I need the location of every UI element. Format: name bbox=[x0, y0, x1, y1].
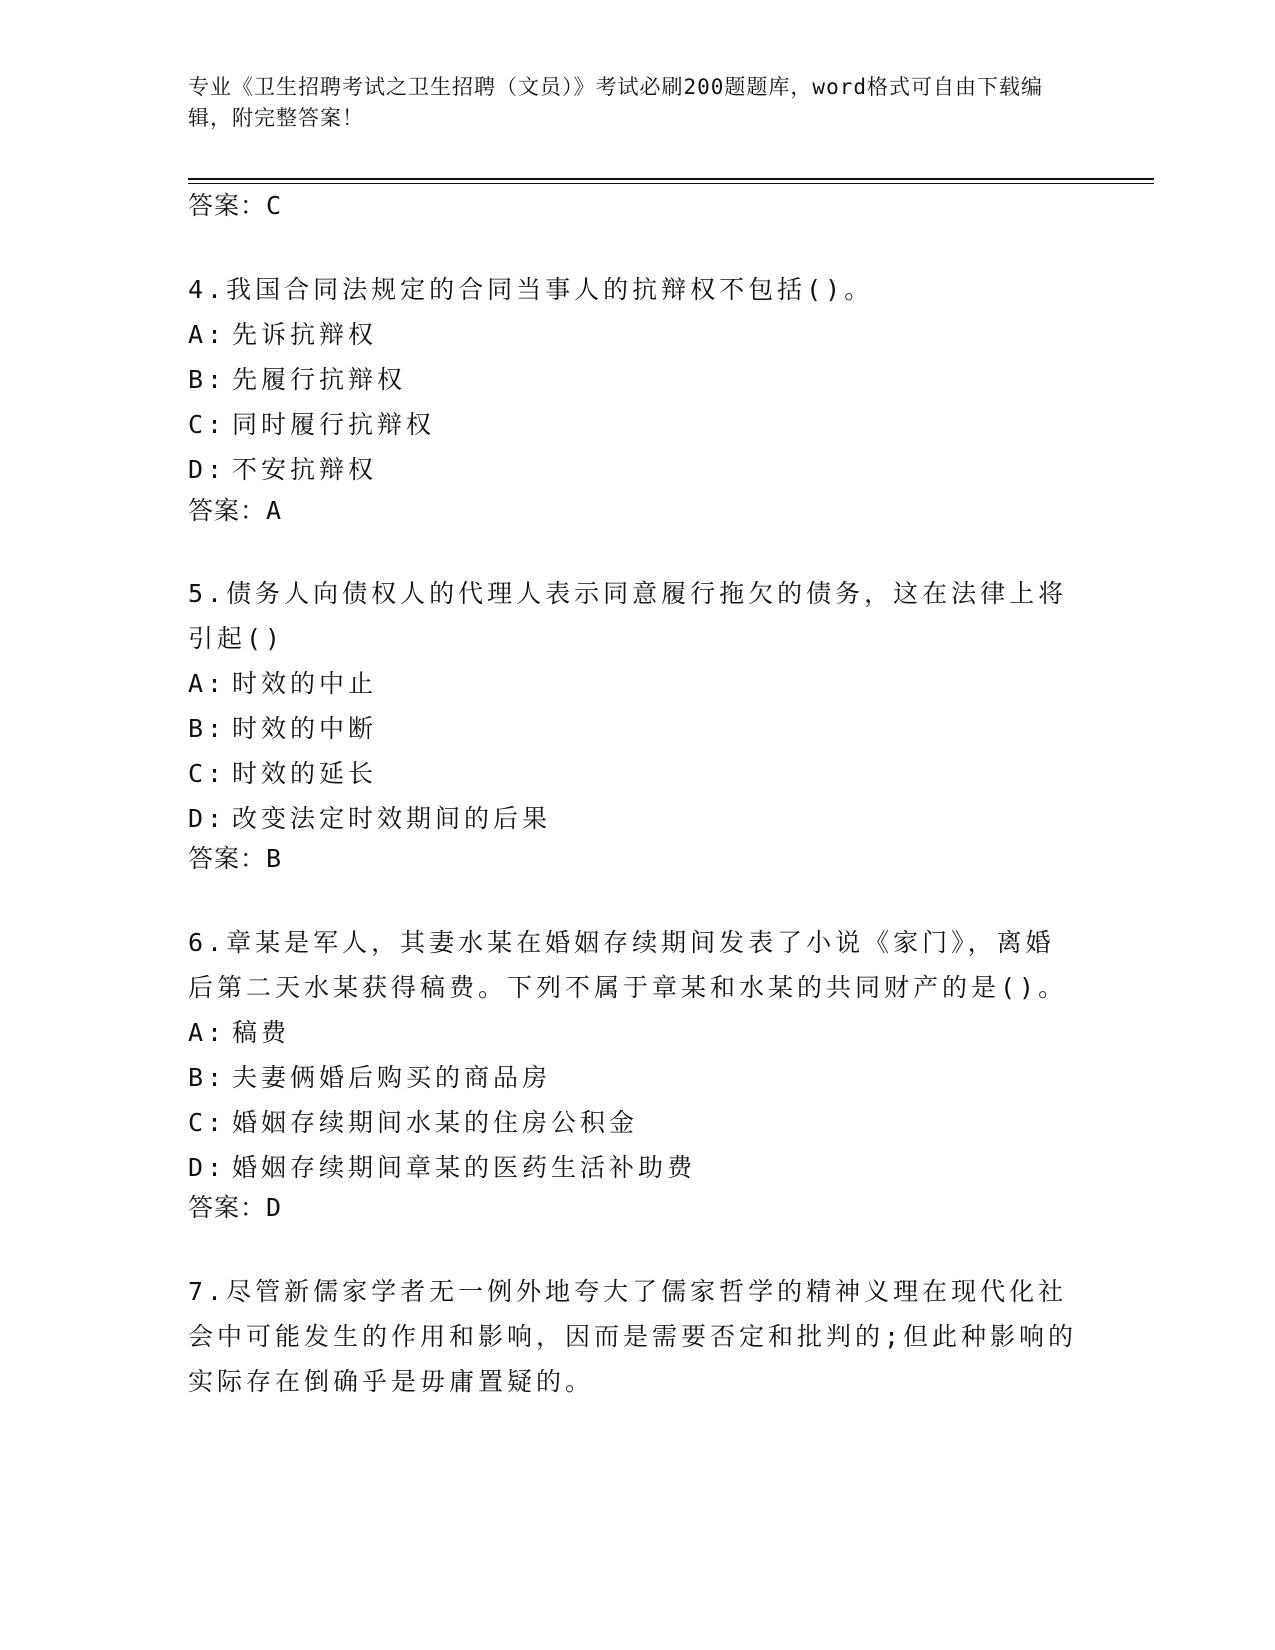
answer-value: C bbox=[266, 191, 283, 220]
answer-label: 答案： bbox=[188, 496, 267, 525]
answer-line bbox=[188, 186, 282, 222]
option-a bbox=[188, 312, 1078, 357]
option-d bbox=[188, 1145, 1078, 1190]
question-5 bbox=[188, 571, 1078, 841]
answer-value: B bbox=[266, 844, 283, 873]
option-text: 稿费 bbox=[232, 1018, 291, 1047]
option-text: 不安抗辩权 bbox=[232, 455, 378, 484]
option-key: D: bbox=[188, 804, 227, 833]
answer-line bbox=[188, 839, 282, 875]
document-header: 专业《卫生招聘考试之卫生招聘（文员）》考试必刷200题题库，word格式可自由下载编辑，附完整答案！ bbox=[188, 75, 1043, 130]
option-key: C: bbox=[188, 759, 227, 788]
answer-value: D bbox=[266, 1193, 283, 1222]
option-c bbox=[188, 1100, 1078, 1145]
option-key: A: bbox=[188, 669, 227, 698]
option-a bbox=[188, 1010, 1078, 1055]
answer-label: 答案： bbox=[188, 844, 267, 873]
option-b bbox=[188, 1055, 1078, 1100]
option-text: 先诉抗辩权 bbox=[232, 320, 378, 349]
option-key: D: bbox=[188, 455, 227, 484]
option-text: 时效的中止 bbox=[232, 669, 378, 698]
option-d bbox=[188, 796, 1078, 841]
option-text: 时效的中断 bbox=[232, 714, 378, 743]
question-6 bbox=[188, 920, 1078, 1190]
question-4 bbox=[188, 267, 1078, 492]
option-key: A: bbox=[188, 1018, 227, 1047]
header-divider bbox=[188, 178, 1154, 180]
option-key: D: bbox=[188, 1153, 227, 1182]
option-text: 婚姻存续期间章某的医药生活补助费 bbox=[232, 1153, 697, 1182]
option-c bbox=[188, 402, 1078, 447]
option-b bbox=[188, 357, 1078, 402]
answer-label: 答案： bbox=[188, 1193, 267, 1222]
option-key: B: bbox=[188, 365, 227, 394]
option-key: B: bbox=[188, 714, 227, 743]
question-stem: 4.我国合同法规定的合同当事人的抗辩权不包括()。 bbox=[188, 275, 874, 304]
question-stem: 5.债务人向债权人的代理人表示同意履行拖欠的债务，这在法律上将引起() bbox=[188, 579, 1068, 653]
answer-label: 答案： bbox=[188, 191, 267, 220]
option-text: 同时履行抗辩权 bbox=[232, 410, 436, 439]
answer-line bbox=[188, 1188, 282, 1224]
option-b bbox=[188, 706, 1078, 751]
question-stem: 7.尽管新儒家学者无一例外地夸大了儒家哲学的精神义理在现代化社会中可能发生的作用和影响，因而是需要否定和批判的;但此种影响的实际存在倒确乎是毋庸置疑的。 bbox=[188, 1277, 1078, 1396]
option-text: 时效的延长 bbox=[232, 759, 378, 788]
option-text: 先履行抗辩权 bbox=[232, 365, 407, 394]
option-text: 夫妻俩婚后购买的商品房 bbox=[232, 1063, 552, 1092]
answer-value: A bbox=[266, 496, 283, 525]
option-a bbox=[188, 661, 1078, 706]
option-key: B: bbox=[188, 1063, 227, 1092]
answer-line bbox=[188, 491, 282, 527]
header-divider-thin bbox=[188, 183, 1154, 184]
option-key: A: bbox=[188, 320, 227, 349]
option-key: C: bbox=[188, 1108, 227, 1137]
question-7 bbox=[188, 1269, 1078, 1404]
option-d bbox=[188, 447, 1078, 492]
option-c bbox=[188, 751, 1078, 796]
option-text: 改变法定时效期间的后果 bbox=[232, 804, 552, 833]
question-stem: 6.章某是军人，其妻水某在婚姻存续期间发表了小说《家门》，离婚后第二天水某获得稿费。下列不属于章某和水某的共同财产的是()。 bbox=[188, 928, 1068, 1002]
option-text: 婚姻存续期间水某的住房公积金 bbox=[232, 1108, 639, 1137]
option-key: C: bbox=[188, 410, 227, 439]
